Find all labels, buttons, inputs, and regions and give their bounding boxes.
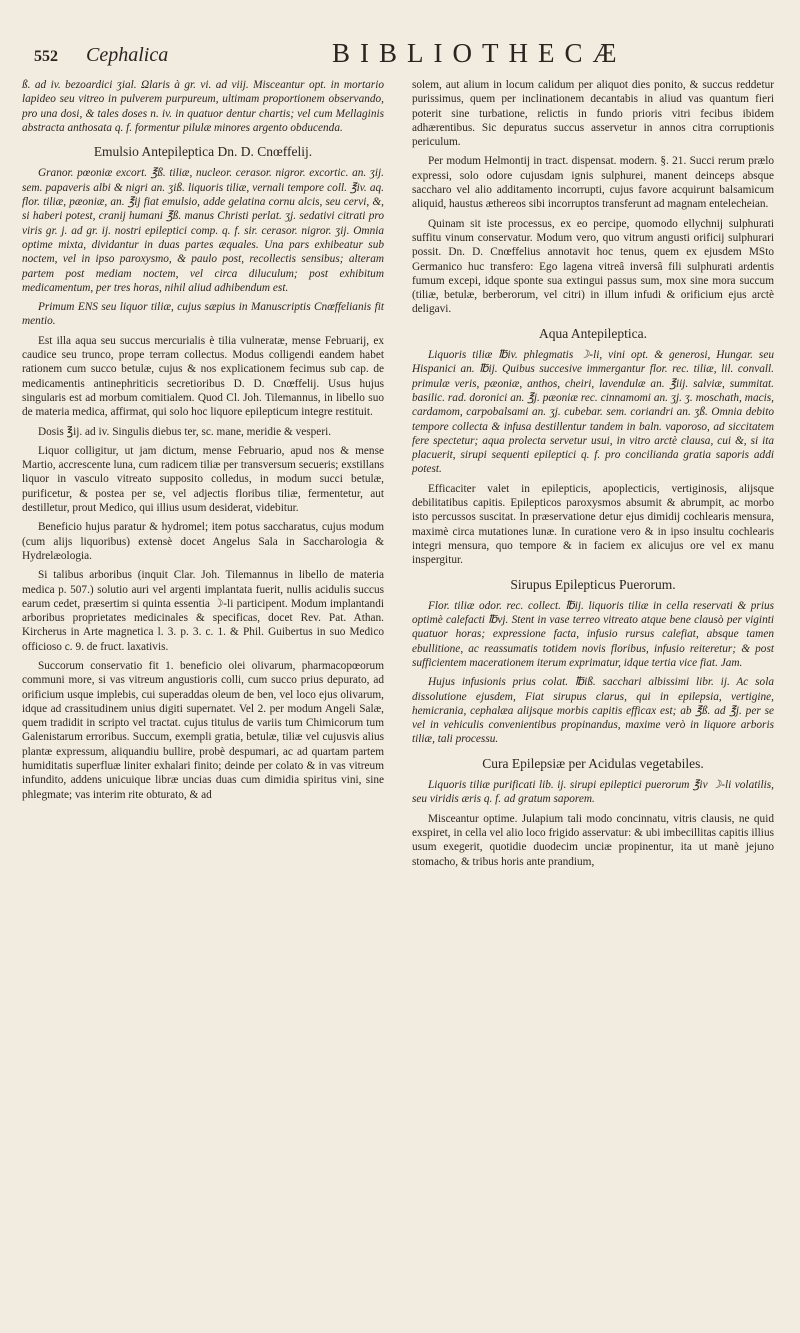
paragraph: ß. ad iv. bezoardici ʒial. Ωlaris à gr. vi. ad viij. Misceantur opt. in mortario lapideo seu vitreo in pulverem purpureum, ultimam proportionem observando, pro una dosi, & tales doses n. iv. in quatuor dentur chartis; vel cum Mellaginis abstracta anthosata q. f. formentur pilulæ minores argento obducenda. — [22, 79, 384, 134]
page-header — [22, 36, 780, 70]
paragraph: Liquor colligitur, ut jam dictum, mense Februario, apud nos & mense Martio, accrescente luna, cum radicem tiliæ per transversum secueris; exstillans liquor in vasculo vitreato supposito colledus, in modum succi betulæ, purificetur, & postea per se, vel adjectis floribus tiliæ, fermentetur, aut destilletur, prout Medico, qui illius usum desiderat, videbitur. — [22, 444, 384, 515]
heading-emulsio: Emulsio Antepileptica Dn. D. Cnœffelij. — [93, 144, 313, 160]
paragraph: Per modum Helmontij in tract. dispensat. modern. §. 21. Succi rerum prælo expressi, solo odore cujusdam ignis sulphurei, manent deinceps absque saccharo vel alio additamento incorrupti, cujus favore acquirunt balsamicum aliquid, haustus æthereos sibi incorruptos transferunt ad magnam entelecheian. — [412, 155, 774, 211]
paragraph: Succorum conservatio fit 1. beneficio olei olivarum, pharmacopœorum communi more, si vas vitreum angustioris colli, cum succo prius depurato, ad orificium usque implebis, cui superaddas oleum de ben, vel loco ejus olivarum, idque ad crassitudinem unius digiti supernatet. Vel 2. per modum Angeli Salæ, quem tradidit in scripto vel tractat. cujus titulus de variis tum Chimicorum tum Galenistarum erroribus. Succum, exempli gratia, betulæ, tiliæ vel cujusvis alius plantæ expressum, aliquandiu bullire, probè despumari, ac ad quartam partem humiditatis superfluæ liniter exhalari finito; deinde per colato & in vas vitreum infundito, addens unicuique libræ uncias duas cum dimidia spiritus vini, sine phlegmate; vas interim rite obturato, & ad — [22, 659, 384, 801]
paragraph: Efficaciter valet in epilepticis, apoplecticis, vertiginosis, alijsque debilitatibus capitis. Epilepticos paroxysmos absumit & abrumpit, ac morbo isto percussos suscitat. In præservatione detur ejus dimidij cochlearis mensura, maximè circa mutationes lunæ. In curatione vero & in ipso insultu cochlearis integri mensura, quo tempore & in faciem ex alicujus ore vel ex manu inspergitur. — [412, 482, 774, 567]
heading-sirupus: Sirupus Epilepticus Puerorum. — [510, 576, 676, 592]
paragraph: Quinam sit iste processus, ex eo percipe, quomodo ellychnij sulphurati suffitu vinum conservatur. Modum vero, quo vitrum angusti orificij sulphurari possit. Dn. D. Cnœffelius annotavit hoc tenus, quem ex ejusdem MSto Germanico huc transfero: Ego lagena vitreâ inversâ fili sulphurati ardentis fumum excepi, idque sponte sua extingui passus sum, mox sine mora succum (tiliæ, betulæ, berberorum, vel citri) in illum infudi & orificium ejus arctè deligavi. — [412, 217, 774, 316]
right-column — [412, 78, 774, 874]
recipe: Hujus infusionis prius colat. ℔iß. sacchari albissimi libr. ij. Ac sola dissolutione ejusdem, Fiat sirupus clarus, qui in epilepsia, vertigine, hemicrania, cephalæa alijsque morbis capitis efficax est; ab ℥ß. ad ℥j. per se vel in vehiculis convenientibus propinandus, maxime verò in liquore arboris tiliæ, tali processu. — [412, 676, 774, 746]
recipe: Flor. tiliæ odor. rec. collect. ℔ij. liquoris tiliæ in cella reservati & prius optimè calefacti ℔vj. Stent in vase terreo vitreato atque bene clausò per viginti quatuor horas; expressione facta, infusio rursus calefiat, absque tamen ebullitione, ac reassumatis totidem novis floribus, infusio reiteretur; & post sufficientem macerationem iterum exprimatur, idque tertia vice fiat. Jam. — [412, 599, 774, 669]
recipe: Liquoris tiliæ purificati lib. ij. sirupi epileptici puerorum ℥iv ☽-li volatilis, seu viridis æris q. f. ad gratum saporem. — [412, 779, 774, 806]
paragraph: Beneficio hujus paratur & hydromel; item potus saccharatus, cujus modum (cum alijs liquoribus) extensè docet Angelus Sala in Saccharologia & Hydrelæologia. — [22, 521, 384, 562]
text-columns — [22, 78, 780, 874]
paragraph: Si talibus arboribus (inquit Clar. Joh. Tilemannus in libello de materia medica p. 507.) solutio auri vel argenti implantata fuerit, nullis acidulis succus earum cedet, præsertim si quinta essentia ☽-li participent. Modum implantandi arboribus proprietates medicinales & specificas, docet Rev. Pat. Athan. Kircherus in Arte magnetica l. 3. p. 3. c. 1. & Phil. Guibertus in suo Medico officioso c. 9. de fruct. laxativis. — [22, 569, 384, 653]
subheading-ens: Primum ENS seu liquor tiliæ, cujus sæpius in Manuscriptis Cnœffelianis fit mentio. — [22, 301, 384, 328]
paragraph: Dosis ℥ij. ad iv. Singulis diebus ter, sc. mane, meridie & vesperi. — [38, 425, 332, 438]
paragraph: solem, aut alium in locum calidum per aliquot dies ponito, & succus reddetur purissimus, quem per inclinationem decantabis in aliud vas quantum fieri poterit sine turbatione, relictis in fundo prioris vitri fecibus ibidem adhærentibus. Sic depuratus succus asservetur in annos citra corruptionis periculum. — [412, 79, 774, 149]
paragraph: Misceantur optime. Julapium tali modo concinnatu, vitris clausis, ne quid exspiret, in cella vel alio loco frigido asservatur: & ubi imbecillitas capitis illius usum exegerit, quotidie duodecim unciæ propinentur, ita ut manè jejuno stomacho, & tribus horis ante prandium, — [412, 812, 774, 868]
heading-cura: Cura Epilepsiæ per Acidulas vegetabiles. — [482, 755, 704, 771]
running-title: BIBLIOTHECÆ — [332, 38, 627, 68]
recipe: Granor. pœoniæ excort. ℥ß. tiliæ, nucleor. cerasor. nigror. excortic. an. ʒij. sem. papaveris albi & nigri an. ʒiß. liquoris tiliæ, vernali tempore coll. ℥iv. aq. flor. tiliæ, pæoniæ, an. ℥ij fiat emulsio, adde gelatina cornu alcis, seu cervi, &, si haberi potest, cranij humani ℥ß. manus Christi perlat. ʒj. sedativi citrati pro viris gr. j. ad gr. ij. nostri epileptici comp. q. f. sir. cerasor. nigror. ʒij. Omnia optime mixta, dividantur in duas partes æquales. Una pars exhibeatur sub noctem, vel in ipso paroxysmo, & paulo post, recollectis sensibus; alteram partem post mediam noctem, vel circa diluculum; post exhibitum medicamentum, per tres horas, nihil aliud adhibendum est. — [22, 167, 384, 294]
recipe: Liquoris tiliæ ℔iv. phlegmatis ☽-li, vini opt. & generosi, Hungar. seu Hispanici an. ℔ij. Quibus succesive immergantur flor. rec. tiliæ, lil. convall. primulæ veris, pæoniæ, anthos, cheiri, lavendulæ an. ℥iij. salviæ, summitat. basilic. rad. doronici an. ℥j. pæoniæ rec. cinnamomi an. ʒj. ʒ. moschath, macis, cardamom, carpobalsami an. ʒj. cubebar. sem. coriandri an. ʒß. Omnia debito tempore collecta & infusa destillentur tandem in baln. vaporoso, ad siccitatem fere spectetur; aqua prolecta servetur usui, in vitro arctè clausa, cui &, si ita placuerit, sirupi sequenti epileptici q. f. pro concilianda gratia saporis addi potest. — [412, 349, 774, 476]
page-number: 552 — [34, 48, 58, 65]
heading-aqua: Aqua Antepileptica. — [539, 325, 647, 341]
left-column — [22, 78, 384, 874]
section-title: Cephalica — [86, 44, 169, 66]
paragraph: Est illa aqua seu succus mercurialis è tilia vulneratæ, mense Februarij, ex caudice seu trunco, prope terram collectus. Modus colligendi eandem habet rationem cum succo betulæ, cujus & nos explicationem fecimus sub cap. de medicamentis antinephriticis secretioribus D. D. Cnœffelij. Usus hujus singularis est ad morbum comitialem. Quod Cl. Joh. Tilemannus, in libello suo de materia medica, affirmat, qui solo hoc liquore epilepticum integre restituit. — [22, 334, 384, 419]
